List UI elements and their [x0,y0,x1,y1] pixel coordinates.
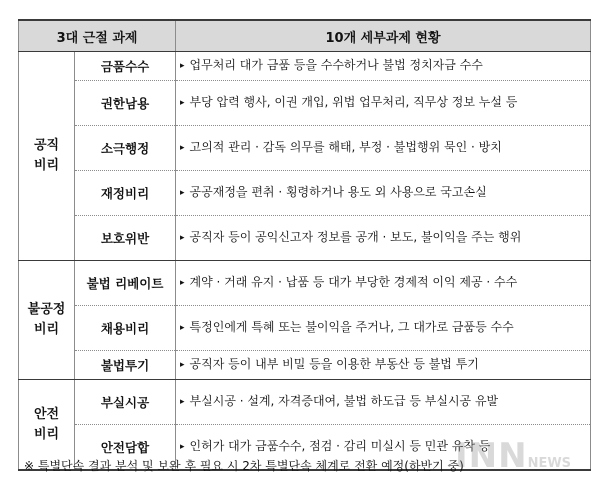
task-description-text: 계약 · 거래 유지 · 납품 등 대가 부당한 경제적 이익 제공 · 수수 [189,274,518,289]
task-name: 부실시공 [75,380,176,425]
table-row [19,351,591,380]
header-sub-tasks: 10개 세부과제 현황 [176,20,591,52]
bullet-icon: ▸ [180,359,185,370]
category-line: 비리 [33,426,60,442]
table-row [19,261,591,306]
task-description [176,171,591,216]
corruption-tasks-table [18,19,591,471]
task-name: 금품수수 [75,52,176,81]
bullet-icon: ▸ [180,232,185,243]
bullet-icon: ▸ [180,396,185,407]
task-description-text: 고의적 관리 · 감독 의무를 해태, 부정 · 불법행위 묵인 · 방치 [189,139,502,154]
bullet-icon: ▸ [180,277,185,288]
task-description [176,126,591,171]
header-main-tasks: 3대 근절 과제 [19,20,176,52]
task-description [176,52,591,81]
task-name: 안전담합 [75,425,176,471]
task-description-text: 부실시공 · 설계, 자격증대여, 불법 하도급 등 부실시공 유발 [189,393,499,408]
task-description-text: 특정인에게 특혜 또는 불이익을 주거나, 그 대가로 금품등 수수 [189,319,514,334]
table-row [19,171,591,216]
table-row [19,126,591,171]
bullet-icon: ▸ [180,441,185,452]
task-name: 채용비리 [75,306,176,351]
category-line: 안전 [33,406,60,422]
category-unfair-corruption [19,261,75,380]
task-description-text: 공공재정을 편취 · 횡령하거나 용도 외 사용으로 국고손실 [189,184,487,199]
task-description [176,351,591,380]
category-line: 공직 [33,138,60,153]
category-line: 비리 [33,158,60,173]
task-name: 재정비리 [75,171,176,216]
table-row [19,306,591,351]
task-description [176,81,591,126]
task-description [176,216,591,261]
task-name: 불법 리베이트 [75,261,176,306]
table-header-row [19,20,591,52]
table-wrapper [18,19,590,471]
task-name: 소극행정 [75,126,176,171]
bullet-icon: ▸ [180,322,185,333]
task-description-text: 공직자 등이 공익신고자 정보를 공개 · 보도, 불이익을 주는 행위 [189,229,522,244]
footnote: ※ 특별단속 결과 분석 및 보완 후 필요 시 2차 특별단속 체계로 전환 예정(하반기 중) [24,459,464,473]
task-name: 불법투기 [75,351,176,380]
category-line: 비리 [33,322,60,337]
task-name: 보호위반 [75,216,176,261]
bullet-icon: ▸ [180,142,185,153]
task-description-text: 부당 압력 행사, 이권 개입, 위법 업무처리, 직무상 정보 누설 등 [189,94,518,109]
task-description [176,261,591,306]
watermark-sub: NEWS [527,456,572,471]
table-row [19,216,591,261]
task-description [176,306,591,351]
category-public-corruption [19,52,75,261]
task-name: 권한남용 [75,81,176,126]
task-description [176,380,591,425]
task-description-text: 공직자 등이 내부 비밀 등을 이용한 부동산 등 불법 투기 [189,356,479,371]
bullet-icon: ▸ [180,60,185,71]
table-row [19,52,591,81]
table-row [19,81,591,126]
bullet-icon: ▸ [180,97,185,108]
category-line: 불공정 [27,302,66,317]
watermark-logo [455,436,571,476]
watermark-main: INN [455,436,528,476]
task-description-text: 업무처리 대가 금품 등을 수수하거나 불법 정치자금 수수 [189,57,483,72]
table-row [19,380,591,425]
bullet-icon: ▸ [180,187,185,198]
task-description-text: 인허가 대가 금품수수, 점검 · 감리 미실시 등 민관 유착 등 [189,438,491,453]
